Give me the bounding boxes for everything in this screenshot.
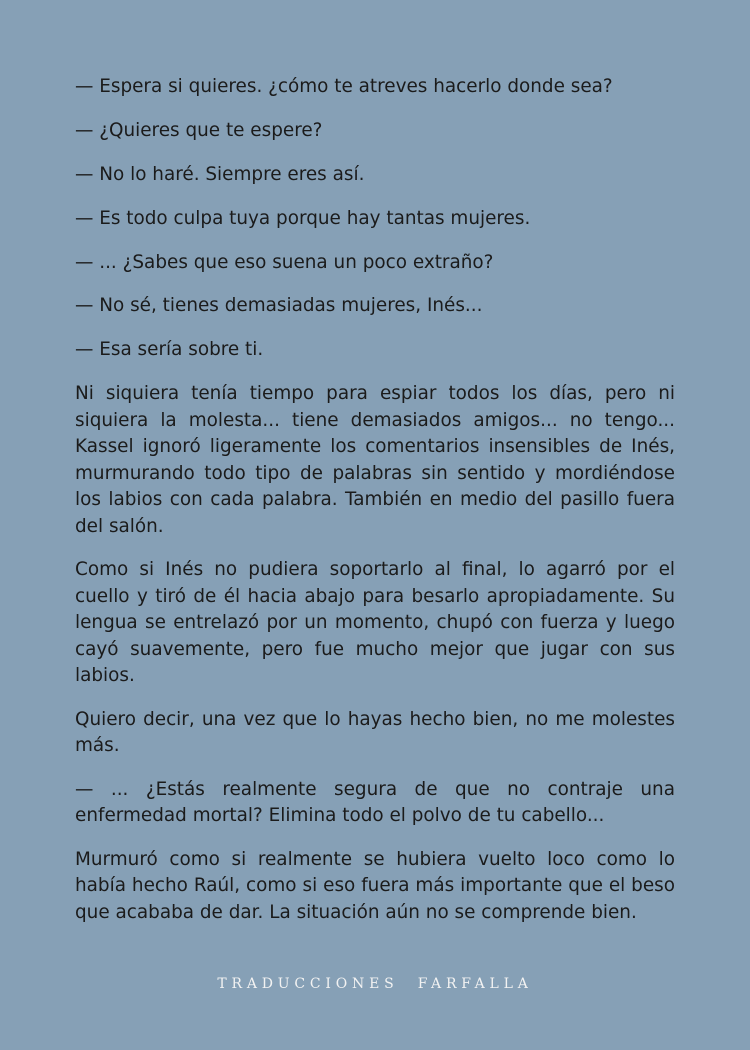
paragraph: — ... ¿Estás realmente segura de que no contraje una enfermedad mortal? Elimina todo el polvo de tu cabello... (75, 778, 675, 827)
dialogue-line: — No sé, tienes demasiadas mujeres, Inés... (75, 295, 483, 317)
dialogue-line: — No lo haré. Siempre eres así. (75, 163, 365, 185)
page-body (75, 74, 675, 943)
dialogue-line: — Espera si quieres. ¿cómo te atreves hacerlo donde sea? (75, 76, 613, 97)
paragraph: Murmuró como si realmente se hubiera vuelto loco como lo había hecho Raúl, como si eso fuera más importante que el beso que acababa de dar. La situación aún no se comprende bien. (75, 848, 675, 923)
paragraph: Quiero decir, una vez que lo hayas hecho bien, no me molestes más. (75, 708, 675, 757)
paragraph: Ni siquiera tenía tiempo para espiar todos los días, pero ni siquiera la molesta... tiene demasiados amigos... no tengo... Kassel ignoró ligeramente los comentarios insensibles de Inés, murmurando todo tipo de palabras sin sentido y mordiéndose los labios con cada palabra. También en medio del pasillo fuera del salón. (75, 383, 675, 537)
dialogue-line: — Esa sería sobre ti. (75, 339, 264, 361)
paragraph: Como si Inés no pudiera soportarlo al final, lo agarró por el cuello y tiró de él hacia abajo para besarlo apropiadamente. Su lengua se entrelazó por un momento, chupó con fuerza y luego cayó suavemente, pero fue mucho mejor que jugar con sus labios. (75, 559, 675, 687)
dialogue-line: — Es todo culpa tuya porque hay tantas mujeres. (75, 207, 531, 229)
dialogue-line: — ¿Quieres que te espere? (75, 119, 323, 141)
dialogue-line: — ... ¿Sabes que eso suena un poco extraño? (75, 251, 494, 273)
footer-credit: TRADUCCIONES FARFALLA (217, 976, 533, 992)
